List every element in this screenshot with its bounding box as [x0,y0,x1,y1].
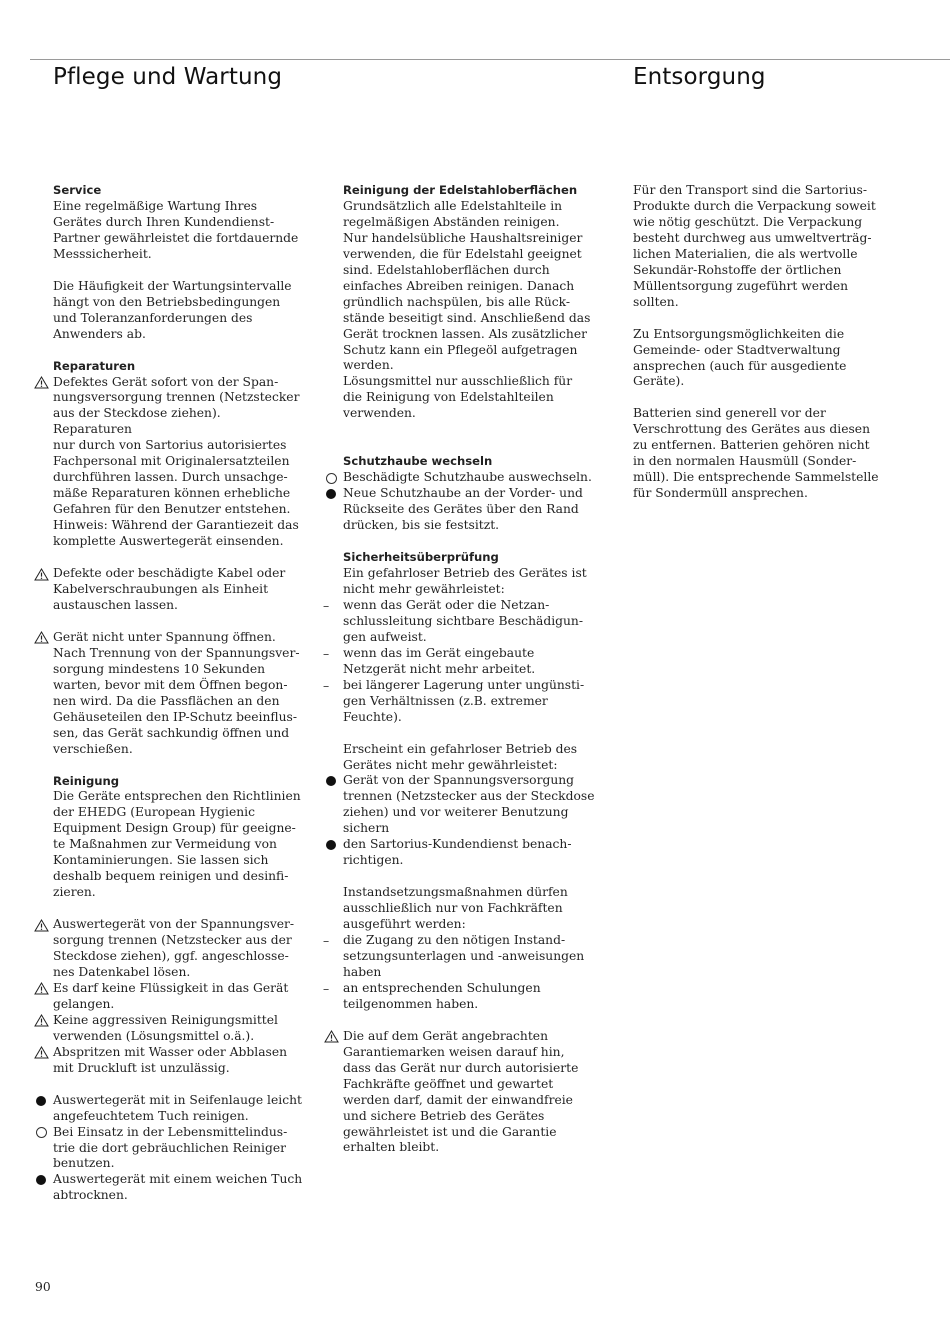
text-line: müll). Die entsprechende Sammelstelle [633,470,879,485]
text-line: Es darf keine Flüssigkeit in das Gerät [53,980,289,995]
text-line: ausgeführt werden: [343,917,466,932]
text-line: Nach Trennung von der Spannungsver- [53,645,300,660]
text-line: in den normalen Hausmüll (Sonder- [633,454,857,469]
text-line: drücken, bis sie festsitzt. [343,518,500,533]
text-line: teilgenommen haben. [343,996,479,1011]
text-line: sorgung trennen (Netzstecker aus der [53,933,292,948]
text-line: Lösungsmittel nur ausschließlich für [343,374,573,389]
disposal-paragraph-1 [633,183,893,311]
text-line: Gefahren für den Benutzer entstehen. [53,502,291,517]
warning-text [53,917,303,981]
text-line: Schutz kann ein Pflegeöl aufgetragen [343,342,578,357]
warning-triangle-icon [34,981,50,997]
text-line: Auswertegerät mit in Seifenlauge leicht [53,1092,302,1107]
bullet-text [343,486,603,534]
dash-marker: – [323,934,330,949]
section-heading-repairs: Reparaturen [53,358,136,373]
text-line: den Sartorius-Kundendienst benach- [343,837,572,852]
text-line: gen Verhältnissen (z.B. extremer [343,693,548,708]
warning-text [343,1029,603,1157]
text-line: Equipment Design Group) für geeigne- [53,821,296,836]
dash-marker: – [323,678,330,693]
text-line: Bei Einsatz in der Lebensmittelindus- [53,1124,288,1139]
safety-paragraph-3 [343,885,603,933]
text-line: Produkte durch die Verpackung soweit [633,198,876,213]
text-line: Gerät trocknen lassen. Als zusätzlicher [343,326,587,341]
text-line: Kontaminierungen. Sie lassen sich [53,853,269,868]
text-line: schlussleitung sichtbare Beschädigun- [343,613,583,628]
text-line: austauschen lassen. [53,597,178,612]
text-line: Batterien sind generell vor der [633,406,826,421]
text-line: Gerät von der Spannungsversorgung [343,773,575,788]
warning-item-open [53,630,303,758]
text-line: die Zugang zu den nötigen Instand- [343,933,566,948]
text-line: richtigen. [343,853,404,868]
text-line: die Reinigung von Edelstahlteilen [343,390,554,405]
page-number: 90 [35,1280,51,1294]
text-line: mit Druckluft ist unzulässig. [53,1060,230,1075]
text-line: Müllentsorgung zugeführt werden [633,278,849,293]
dash-item-damage [323,597,603,646]
header-rule [30,59,950,60]
text-line: aus der Steckdose ziehen). Reparaturen [53,406,221,437]
text-line: ausschließlich nur von Fachkräften [343,901,563,916]
bullet-text [343,837,603,869]
bullet-text [53,1172,303,1204]
text-line: werden darf, damit der einwandfreie [343,1092,573,1107]
text-line: Erscheint ein gefahrloser Betrieb des [343,741,578,756]
disposal-paragraph-2 [633,327,893,391]
text-line: Sekundär-Rohstoffe der örtlichen [633,262,842,277]
warning-text [53,566,303,614]
bullet-item-fit-cover [343,486,603,534]
warning-item-agents [53,1013,303,1045]
text-line: wie nötig geschützt. Die Verpackung [633,214,863,229]
warning-item-cables [53,566,303,614]
text-line: nungsversorgung trennen (Netzstecker [53,390,300,405]
filled-bullet-icon [324,837,340,853]
dash-item-documents [323,933,603,981]
text-line: Netzgerät nicht mehr arbeitet. [343,661,536,676]
text-line: verschießen. [53,741,133,756]
dash-item-training [323,980,603,1013]
text-line: Fachkräfte geöffnet und gewartet [343,1076,554,1091]
column-maintenance [53,183,303,1204]
warning-text [53,375,303,550]
text-line: stände beseitigt sind. Anschließend das [343,310,591,325]
hollow-bullet-icon [324,470,340,486]
text-line: sind. Edelstahloberflächen durch [343,262,550,277]
text-line: trennen (Netzstecker aus der Steckdose [343,789,595,804]
text-line: verwenden. [343,406,416,421]
warning-triangle-icon [324,1029,340,1045]
text-line: Anwenders ab. [53,326,146,341]
text-line: bei längerer Lagerung unter ungünsti- [343,677,585,692]
text-line: trie die dort gebräuchlichen Reiniger [53,1140,287,1155]
dash-text [343,598,603,646]
text-line: der EHEDG (European Hygienic [53,805,255,820]
text-line: Nur handelsübliche Haushaltsreiniger [343,230,583,245]
warning-item-disconnect [53,917,303,981]
safety-paragraph-1 [343,566,603,598]
text-line: zieren. [53,885,96,900]
column-checks [323,183,603,1156]
cleaning-paragraph [53,789,303,901]
text-line: benutzen. [53,1156,115,1171]
text-line: für Sondermüll ansprechen. [633,486,808,501]
text-line: Gerätes durch Ihren Kundendienst- [53,214,275,229]
text-line: angefeuchtetem Tuch reinigen. [53,1108,249,1123]
text-line: nur durch von Sartorius autorisiertes [53,438,287,453]
bullet-text [53,1125,303,1173]
text-line: hängt von den Betriebsbedingungen [53,294,281,309]
text-line: verwenden (Lösungsmittel o.ä.). [53,1028,255,1043]
disposal-paragraph-3 [633,406,893,502]
text-line: Gerät nicht unter Spannung öffnen. [53,629,276,644]
text-line: Defektes Gerät sofort von der Span- [53,374,279,389]
bullet-item-soap [53,1093,303,1125]
dash-marker: – [323,981,330,996]
text-line: an entsprechenden Schulungen [343,980,541,995]
section-heading-stainless: Reinigung der Edelstahloberflächen [343,183,578,197]
text-line: Auswertegerät mit einem weichen Tuch [53,1172,303,1187]
text-line: wenn das Gerät oder die Netzan- [343,597,550,612]
warning-text [53,981,303,1013]
text-line: gründlich nachspülen, bis alle Rück- [343,294,571,309]
text-line: Verschrottung des Gerätes aus diesen [633,422,870,437]
dash-item-storage [323,677,603,726]
text-line: Geräte). [633,374,685,389]
warning-triangle-icon [34,375,50,391]
text-line: sichern [343,821,390,836]
text-line: nes Datenkabel lösen. [53,964,191,979]
text-line: nicht mehr gewährleistet: [343,581,505,596]
warning-item-warranty [343,1029,603,1157]
stainless-paragraph [343,199,603,422]
warning-triangle-icon [34,917,50,933]
bullet-item-dry [53,1172,303,1204]
section-heading-cover: Schutzhaube wechseln [343,454,493,469]
text-line: Eine regelmäßige Wartung Ihres [53,198,258,213]
text-line: Für den Transport sind die Sartorius- [633,183,867,197]
text-line: abtrocknen. [53,1188,128,1203]
text-line: nen wird. Da die Passflächen an den [53,693,280,708]
dash-text [343,933,603,981]
dash-marker: – [323,646,330,661]
bullet-item-disconnect [343,773,603,837]
bullet-item-notify [343,837,603,869]
dash-text [343,678,603,726]
text-line: werden. [343,358,394,373]
warning-item-liquid [53,981,303,1013]
text-line: Gemeinde- oder Stadtverwaltung [633,342,841,357]
dash-text [343,646,603,678]
dash-text [343,981,603,1013]
text-line: regelmäßigen Abständen reinigen. [343,214,560,229]
text-line: wenn das im Gerät eingebaute [343,645,535,660]
text-line: Die Häufigkeit der Wartungsintervalle [53,278,292,293]
text-line: lichen Materialien, die als wertvolle [633,246,858,261]
text-line: Feuchte). [343,709,402,724]
safety-paragraph-2 [343,742,603,774]
bullet-text [343,470,603,486]
text-line: komplette Auswertegerät einsenden. [53,534,284,549]
text-line: setzungsunterlagen und -anweisungen [343,948,585,963]
text-line: Defekte oder beschädigte Kabel oder [53,566,286,581]
text-line: Neue Schutzhaube an der Vorder- und [343,486,583,501]
bullet-text [343,773,603,837]
text-line: Messsicherheit. [53,246,152,261]
text-line: Steckdose ziehen), ggf. angeschlosse- [53,949,289,964]
text-line: gelangen. [53,996,115,1011]
warning-triangle-icon [34,630,50,646]
text-line: einfaches Abreiben reinigen. Danach [343,278,575,293]
column-disposal [633,183,893,502]
text-line: ziehen) und vor weiterer Benutzung [343,805,569,820]
text-line: Gerätes nicht mehr gewährleistet: [343,757,558,772]
text-line: Kabelverschraubungen als Einheit [53,581,269,596]
filled-bullet-icon [34,1172,50,1188]
text-line: te Maßnahmen zur Vermeidung von [53,837,277,852]
text-line: sen, das Gerät sachkundig öffnen und [53,725,290,740]
text-line: mäße Reparaturen können erhebliche [53,486,291,501]
text-line: Beschädigte Schutzhaube auswechseln. [343,470,592,485]
warning-text [53,1045,303,1077]
text-line: dass das Gerät nur durch autorisierte [343,1060,579,1075]
text-line: und sichere Betrieb des Gerätes [343,1108,545,1123]
text-line: Gehäuseteilen den IP-Schutz beeinflus- [53,709,297,724]
bullet-item-food [53,1125,303,1173]
text-line: Grundsätzlich alle Edelstahlteile in [343,198,563,213]
warning-item-water [53,1045,303,1077]
text-line: sorgung mindestens 10 Sekunden [53,661,266,676]
warning-text [53,630,303,758]
filled-bullet-icon [324,486,340,502]
text-line: besteht durchweg aus umweltverträg- [633,230,872,245]
warning-triangle-icon [34,1013,50,1029]
service-paragraph-1 [53,199,303,263]
bullet-text [53,1093,303,1125]
text-line: Keine aggressiven Reinigungsmittel [53,1012,278,1027]
warning-triangle-icon [34,566,50,582]
text-line: erhalten bleibt. [343,1140,440,1155]
dash-item-power-supply [323,645,603,678]
text-line: warten, bevor mit dem Öffnen begon- [53,677,288,692]
text-line: durchführen lassen. Durch unsachge- [53,470,288,485]
text-line: gen aufweist. [343,629,427,644]
dash-marker: – [323,598,330,613]
text-line: und Toleranzanforderungen des [53,310,253,325]
section-heading-safety: Sicherheitsüberprüfung [343,550,499,565]
text-line: Partner gewährleistet die fortdauernde [53,230,299,245]
text-line: Garantiemarken weisen darauf hin, [343,1044,565,1059]
text-line: Fachpersonal mit Originalersatzteilen [53,454,290,469]
text-line: Rückseite des Gerätes über den Rand [343,502,579,517]
text-line: Instandsetzungsmaßnahmen dürfen [343,885,568,900]
text-line: sollten. [633,294,679,309]
bullet-item-replace-cover [343,470,603,486]
section-heading-service: Service [53,183,102,197]
hollow-bullet-icon [34,1125,50,1141]
text-line: gewährleistet ist und die Garantie [343,1124,557,1139]
text-line: Auswertegerät von der Spannungsver- [53,917,295,932]
filled-bullet-icon [34,1093,50,1109]
text-line: deshalb bequem reinigen und desinfi- [53,869,289,884]
text-line: haben [343,964,382,979]
text-line: ansprechen (auch für ausgediente [633,358,847,373]
page-title-right: Entsorgung [633,64,766,90]
page-title-left: Pflege und Wartung [53,64,283,90]
section-heading-cleaning: Reinigung [53,773,120,788]
text-line: zu entfernen. Batterien gehören nicht [633,438,870,453]
warning-item-repairs [53,375,303,550]
text-line: Zu Entsorgungsmöglichkeiten die [633,326,845,341]
warning-text [53,1013,303,1045]
text-line: Ein gefahrloser Betrieb des Gerätes ist [343,566,587,581]
service-paragraph-2 [53,279,303,343]
text-line: Die Geräte entsprechen den Richtlinien [53,789,301,804]
text-line: verwenden, die für Edelstahl geeignet [343,246,582,261]
text-line: Hinweis: Während der Garantiezeit das [53,518,299,533]
text-line: Die auf dem Gerät angebrachten [343,1028,548,1043]
warning-triangle-icon [34,1045,50,1061]
text-line: Abspritzen mit Wasser oder Abblasen [53,1044,288,1059]
filled-bullet-icon [324,773,340,789]
